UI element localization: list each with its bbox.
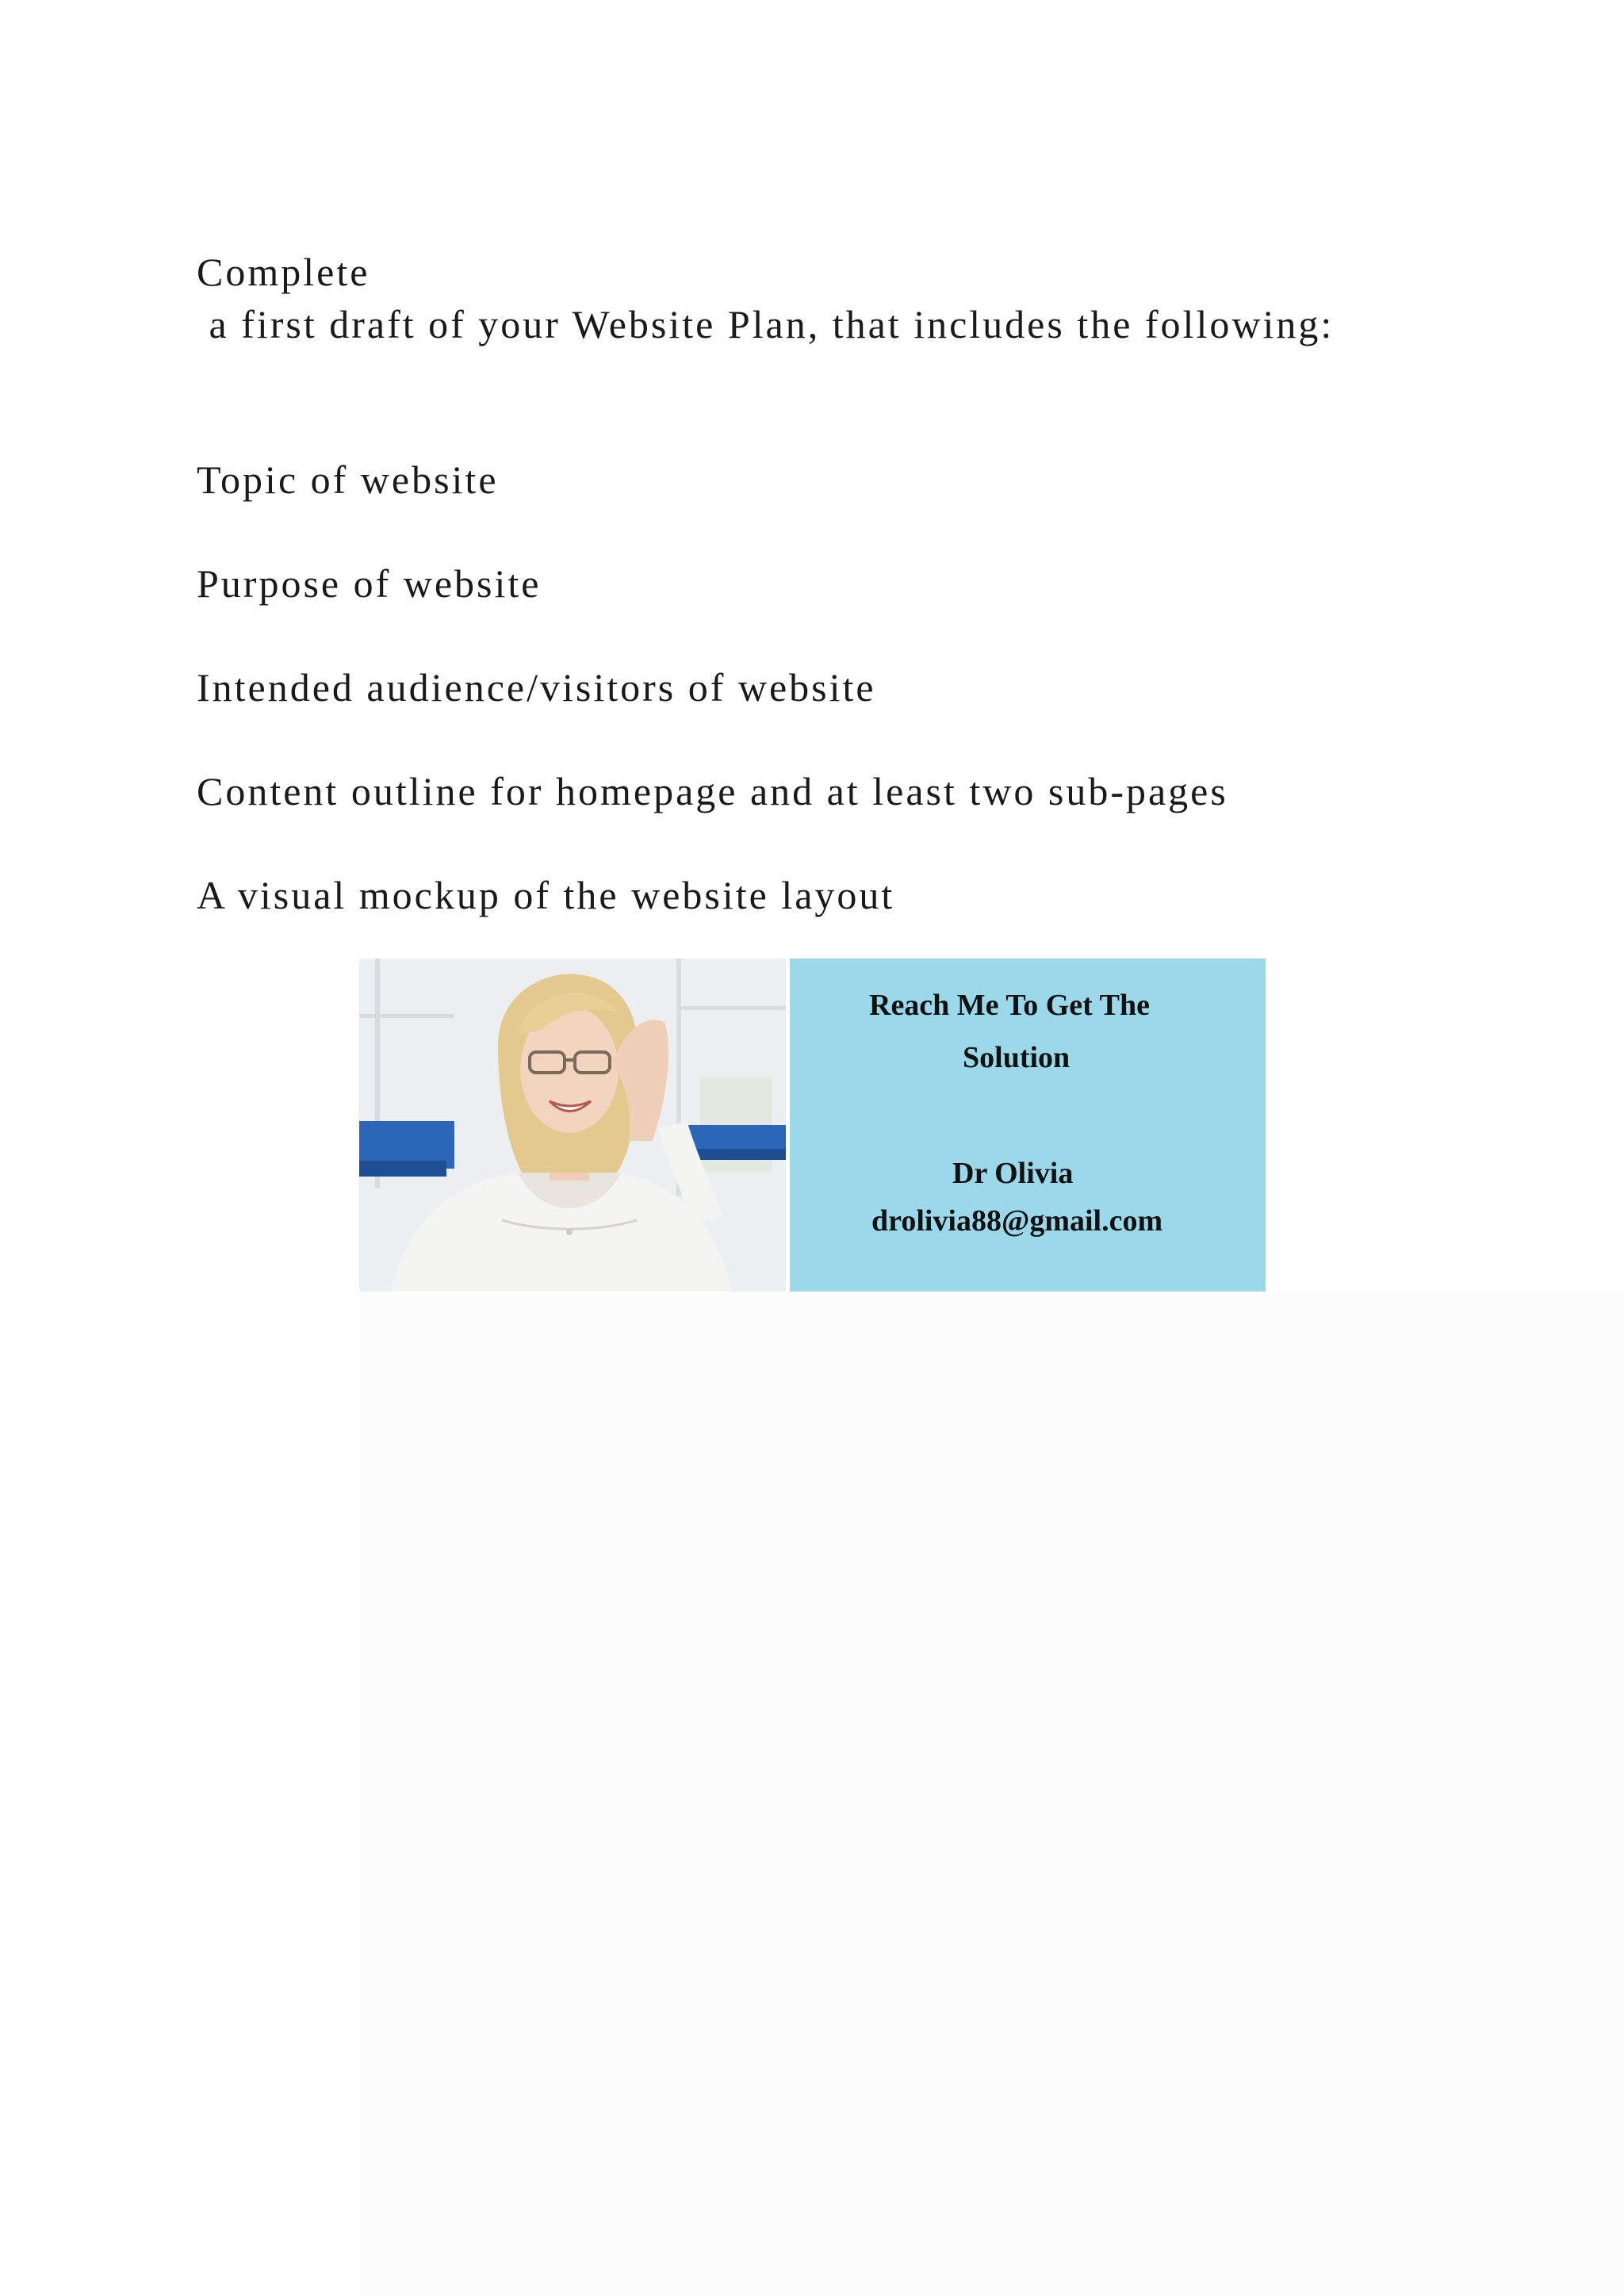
requirement-item-topic: Topic of website xyxy=(197,457,499,502)
contact-email: drolivia88@gmail.com xyxy=(871,1204,1163,1238)
card-heading-line-1: Reach Me To Get The xyxy=(869,989,1150,1022)
contact-banner xyxy=(359,959,1266,1292)
requirement-item-audience: Intended audience/visitors of website xyxy=(197,665,876,710)
requirement-item-content-outline: Content outline for homepage and at least two sub-pages xyxy=(197,769,1228,813)
contact-name: Dr Olivia xyxy=(952,1157,1074,1190)
requirement-item-visual-mockup: A visual mockup of the website layout xyxy=(197,873,895,917)
portrait-illustration xyxy=(359,959,786,1292)
intro-line-1: Complete xyxy=(197,250,370,294)
card-heading-line-2: Solution xyxy=(963,1041,1071,1074)
faint-background-region xyxy=(359,1292,1624,2296)
intro-line-2: a first draft of your Website Plan, that includes the following: xyxy=(197,302,1335,346)
contact-card xyxy=(790,959,1266,1292)
requirement-item-purpose: Purpose of website xyxy=(197,561,542,606)
woman-portrait-photo xyxy=(359,959,786,1292)
